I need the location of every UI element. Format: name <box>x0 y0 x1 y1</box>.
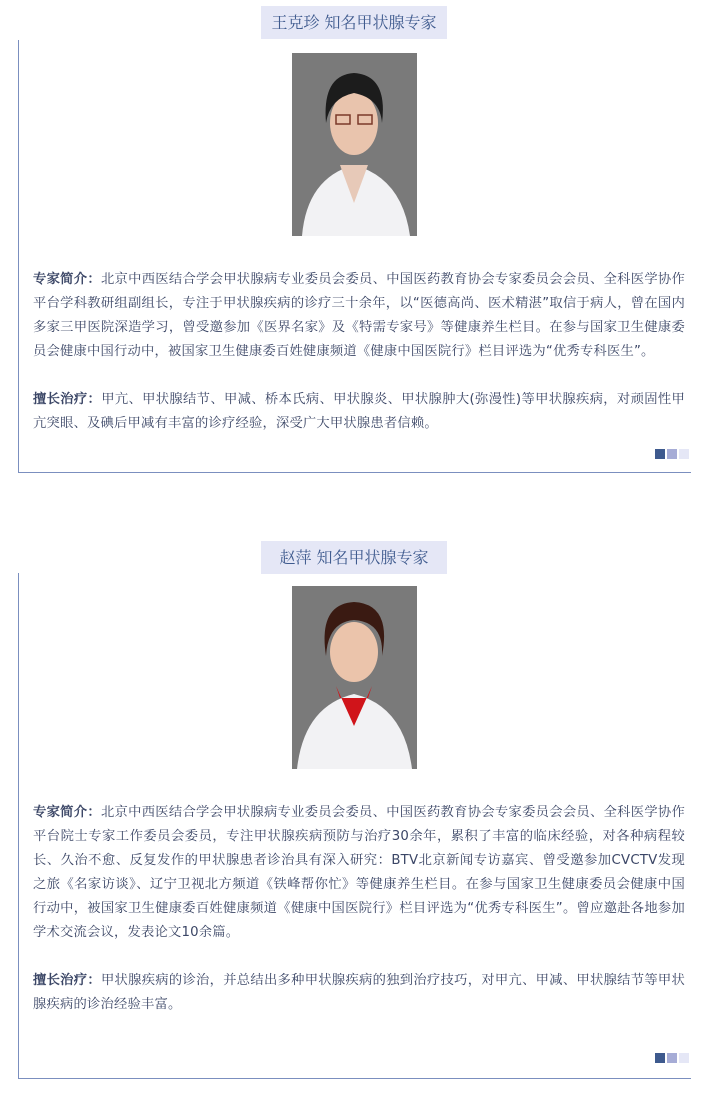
expert-bio <box>33 801 685 1017</box>
specialty-text: 甲状腺疾病的诊治，并总结出多种甲状腺疾病的独到治疗技巧，对甲亢、甲减、甲状腺结节等甲状腺疾病的诊治经验丰富。 <box>33 973 686 1012</box>
expert-photo <box>292 53 417 236</box>
intro-text: 北京中西医结合学会甲状腺病专业委员会委员、中国医药教育协会专家委员会会员、全科医学协作平台院士专家工作委员会委员，专注甲状腺疾病预防与治疗30余年，累积了丰富的临床经验，对各种病程较长、久治不愈、反复发作的甲状腺患者诊治具有深入研究：BTV北京新闻专访嘉宾、曾受邀参加CVCTV发现之旅《名家访谈》、辽宁卫视北方频道《铁峰帮你忙》等健康养生栏目。在参与国家卫生健康委员会健康中国行动中，被国家卫生健康委百姓健康频道《健康中国医院行》栏目评选为“优秀专科医生”。曾应邀赴各地参加学术交流会议，发表论文10余篇。 <box>33 805 686 940</box>
expert-bio <box>33 268 685 436</box>
decorative-squares <box>655 449 689 459</box>
decorative-squares <box>655 1053 689 1063</box>
intro-label: 专家简介： <box>33 805 101 820</box>
specialty-text: 甲亢、甲状腺结节、甲减、桥本氏病、甲状腺炎、甲状腺肿大(弥漫性)等甲状腺疾病，对顽固性甲亢突眼、及碘后甲减有丰富的诊疗经验，深受广大甲状腺患者信赖。 <box>33 392 685 431</box>
intro-label: 专家简介： <box>33 272 101 287</box>
expert-photo <box>292 586 417 769</box>
expert-title: 王克珍 知名甲状腺专家 <box>261 6 447 39</box>
specialty-label: 擅长治疗： <box>33 973 101 988</box>
specialty-label: 擅长治疗： <box>33 392 102 407</box>
intro-text: 北京中西医结合学会甲状腺病专业委员会委员、中国医药教育协会专家委员会会员、全科医学协作平台学科教研组副组长，专注于甲状腺疾病的诊疗三十余年，以“医德高尚、医术精湛”取信于病人，曾在国内多家三甲医院深造学习，曾受邀参加《医界名家》及《特需专家号》等健康养生栏目。在参与国家卫生健康委员会健康中国行动中，被国家卫生健康委百姓健康频道《健康中国医院行》栏目评选为“优秀专科医生”。 <box>33 272 686 359</box>
expert-title: 赵萍 知名甲状腺专家 <box>261 541 447 574</box>
